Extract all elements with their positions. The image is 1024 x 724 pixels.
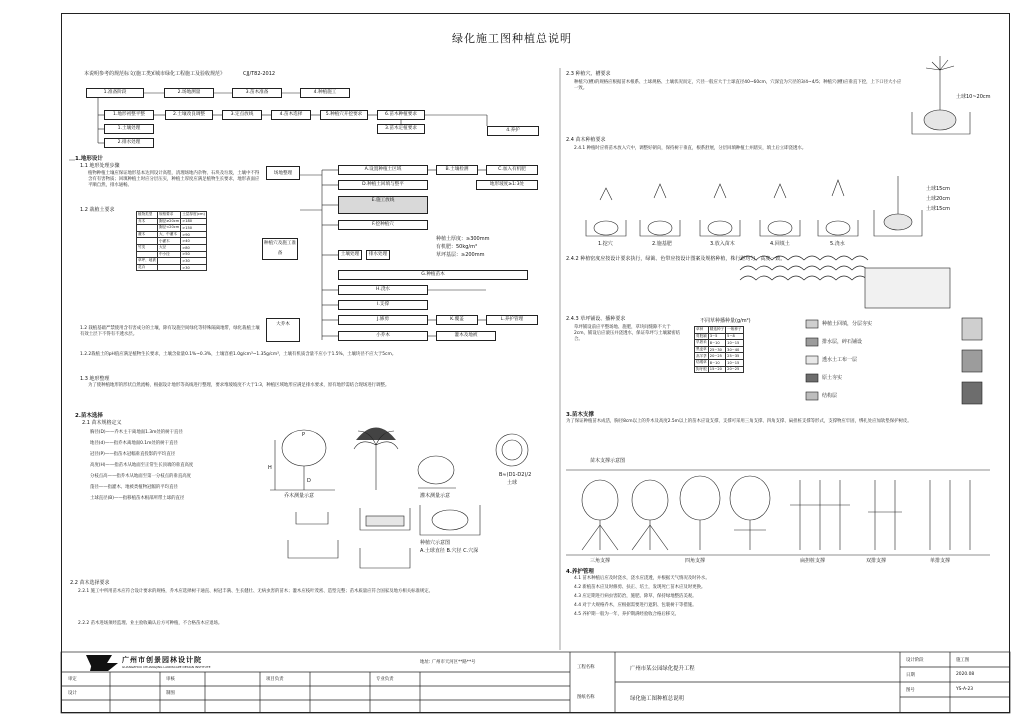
grass-table-title: 不同草种播种量(g/m²)	[700, 318, 751, 324]
stage-value: 施工图	[956, 658, 970, 663]
diag-ball-label: 土球	[507, 480, 518, 486]
project-label: 工程名称	[577, 665, 595, 670]
project-name: 广州市某公园绿化提升工程	[630, 666, 695, 672]
grass-cell: 10~15	[726, 340, 743, 347]
soil-cell: >50	[181, 251, 207, 258]
def-base-diameter: 地径(d)——指乔木离地面0.1m处的树干直径	[90, 441, 178, 446]
mid-flow-start: 场地整理	[266, 166, 300, 180]
section-2-2-2: 2.2.2 苗木进场须经监理、业主验收确认后方可种植，不合格苗木应退场。	[78, 621, 223, 626]
soil-cell: 竹类	[137, 244, 158, 251]
section-4-title: 4.养护管理	[566, 569, 594, 575]
company-name-en: GUANGZHOU CHUANGJING LANDSCAPE DESIGN INSTITUTE	[122, 665, 211, 669]
drawing-name: 绿化施工图种植总说明	[630, 696, 684, 702]
care-5: 4.5 养护期一般为一年，养护期满经验收合格后移交。	[574, 612, 679, 617]
soil-cell: >180	[181, 218, 207, 225]
reference-book: 《城市绿化工程施工及验收规范》	[150, 71, 226, 77]
section-1-1: 1.1 地形处理步骤	[80, 163, 120, 169]
grass-cell: 精选种子	[709, 327, 725, 332]
company-address: 地址: 广州市天河区**路**号	[420, 660, 476, 665]
mid-spec-c: 草坪基层：≥200mm	[436, 252, 485, 258]
mid-node-k: K.覆盖	[436, 315, 478, 325]
soil-header-depth: 土层厚度(cm)	[182, 212, 205, 217]
diag-h: H	[268, 465, 272, 471]
section-2-4: 2.4 苗木种植要求	[566, 137, 606, 143]
grass-cell: 高羊茅	[696, 353, 707, 358]
grass-cell: 10~15	[726, 359, 743, 366]
soil-cell: >40	[181, 238, 207, 245]
reference-lead: 本说明参考的规范标文(施工类):	[84, 71, 155, 77]
flow-stage-3: 3.苗木准备	[232, 88, 282, 98]
grass-cell: 早熟禾	[696, 340, 707, 345]
number-label: 图号	[906, 688, 915, 693]
mid-note-drain: 排水处理	[366, 250, 390, 260]
role-3: 项目负责	[266, 677, 284, 682]
grass-cell: 剪股颖	[696, 333, 707, 338]
section-2-2-1: 2.2.1 施工中所用苗木应符合设计要求的规格，乔木应选择树干通直、树冠丰满、生长健壮、无病虫害的苗木；灌木应枝叶茂密、造型完整；苗木质量应符合国家及地方相关标准规定。	[78, 589, 434, 594]
mid-branch-3: 灌木及地被	[436, 331, 496, 341]
diag-p: P	[302, 432, 306, 438]
diag-shrub-measure: 灌木测量示意	[420, 493, 451, 499]
soil-header-type: 植物类型	[137, 212, 158, 219]
step-2: 2.施基肥	[652, 241, 672, 247]
mid-node-g: G.种植苗木	[338, 270, 528, 280]
mid-spec-b: 有机肥：50kg/m³	[436, 244, 477, 250]
soil-cell: >90	[181, 231, 207, 238]
grass-cell: 25~30	[708, 346, 725, 353]
mid-node-i: I.支撑	[338, 300, 428, 310]
flow-step-1: 1.地形初整平整	[104, 110, 154, 120]
grass-cell: 8~10	[708, 359, 725, 366]
section-2-1: 2.1 苗木规格定义	[82, 420, 122, 426]
mid-node-f: F.挖种植穴	[338, 220, 428, 230]
mid-node-d: D.种植土回填与整平	[338, 180, 428, 190]
legend-2: 排水层，碎石铺设	[822, 339, 863, 345]
legend-5: 结构层	[822, 393, 838, 399]
section-1-2b: 1.2.2栽植土的pH值应满足植物生长要求，土壤含盐量0.1%~0.3%，土壤容重1.0g/cm³~1.35g/cm³，土壤有机质含量不应小于1.5%，土壤块径不应大于5cm。	[80, 352, 397, 357]
care-4: 4.4 对于大规格乔木，应根据需要进行遮阴、包裹树干等措施。	[574, 603, 697, 608]
section-2-4-3-text: 草坪铺设前应平整场地、施肥，草块间缝隙不大于2cm，铺设后应滚压并浇透水，保证草坪与土壤紧密结合。	[574, 325, 681, 343]
flow-sub-4: 4.养护	[487, 126, 539, 136]
section-1-title: 1.地形设计	[75, 156, 103, 162]
section-2-3-text: 种植穴(槽)的规格应根据苗木根系、土球规格、土壤状况而定，穴径一般应大于土球直径40~60cm，穴深宜为穴径的3/4~4/5；种植穴(槽)应垂直下挖，上下口径大小应一致。	[574, 80, 902, 92]
support-type-3: 扁担桩支撑	[800, 558, 826, 564]
support-type-1: 三角支撑	[590, 558, 611, 564]
company-name: 广州市创景园林设计院	[122, 656, 202, 664]
number-value: YS-A-23	[956, 687, 974, 692]
mid-node-c: C.加入有机肥	[486, 165, 538, 175]
grass-cell: 20~25	[708, 353, 725, 360]
stage-label: 设计阶段	[906, 658, 924, 663]
grass-cell: 3~5	[708, 333, 725, 340]
grass-cell: 30~40	[726, 346, 743, 353]
step-3: 3.放入苗木	[710, 241, 735, 247]
dim-label-2: 土球15cm	[926, 186, 950, 192]
section-1-3-text: 为了使种植地形的形状自然流畅，根据设计地形等高线进行整理，要求堆坡坡度不大于1:3，种植区域地形应满足排水要求，原有地形需结合现场进行调整。	[88, 383, 390, 388]
flow-sub-3: 3.苗木定植要求	[377, 124, 425, 134]
mid-flow-step1: 种植穴及施工准备	[262, 238, 298, 260]
care-2: 4.2 新植苗木应及时修剪、扶正、培土，发现死亡苗木应及时更换。	[574, 585, 706, 590]
step-4: 4.回填土	[770, 241, 790, 247]
mid-node-j: J.修剪	[338, 315, 428, 325]
section-1-2a: 1.2 栽植基础严禁使用含有害成分的土壤，除有设施空间绿化等特殊隔离地带，绿化栽植土壤有效土层下不得有不透水层。	[80, 326, 260, 338]
section-1-3: 1.3 地形整理	[80, 376, 110, 382]
mid-spec-a: 种植土厚度：≥300mm	[436, 236, 490, 242]
grass-cell: 15~20	[708, 366, 725, 373]
section-2-2: 2.2 苗木选择要求	[70, 580, 110, 586]
def-rootball: 土球直径(B)——指移植苗木根部所带土球的直径	[90, 496, 185, 501]
section-3-text: 为了保证种植苗木成活，胸径8cm以上的乔木及高度2.5m以上的苗木应设支撑，支撑可采用三角支撑、四角支撑、扁担桩支撑等形式，支撑物应牢固，绑扎处应加软垫保护树皮。	[566, 419, 912, 424]
diag-pit-title: 种植穴示意图	[420, 540, 451, 546]
grass-cell: 25~35	[726, 353, 743, 360]
diag-tree-measure: 乔木测量示意	[284, 493, 315, 499]
mid-node-e: E.施工放线	[338, 196, 428, 214]
role-5: 设计	[68, 691, 77, 696]
role-6: 制图	[166, 691, 175, 696]
dim-label-4: 土球15cm	[926, 206, 950, 212]
grass-cell: 一般种子	[727, 327, 742, 332]
support-title: 苗木支撑示意图	[590, 458, 626, 464]
dim-label-1: 土球10~20cm	[956, 94, 991, 100]
soil-cell: >30	[181, 264, 207, 271]
soil-cell: 大、中灌木	[157, 231, 180, 238]
role-2: 审核	[166, 677, 175, 682]
flow-sub-1: 1.土壤处理	[104, 124, 154, 134]
def-dbh: 胸径(D)——乔木主干离地面1.3m处的树干直径	[90, 430, 183, 435]
mid-node-b: B.土壤检测	[436, 165, 478, 175]
grass-cell: 狗牙根	[696, 366, 707, 371]
support-type-2: 四角支撑	[685, 558, 706, 564]
grass-cell: 草种	[695, 327, 709, 334]
section-2-4-2-label: 2.4.2 种植密度应按设计要求执行，绿篱、色带应按设计图案及规格种植，株行距均匀，高度一致。	[566, 256, 786, 262]
section-2-title: 2.苗木选择	[75, 413, 103, 419]
care-1: 4.1 苗木种植后应及时浇水，浇水应浇透，并根据天气情况及时补水。	[574, 576, 710, 581]
diag-ball-formula: B≈(D1-D2)/2	[499, 472, 532, 478]
flow-step-6: 6.苗木种植要求	[377, 110, 425, 120]
section-1-1-text: 植物种植土壤应保证地形基本达到设计高程，清理场地内杂物、石块及垃圾，土壤中不得含有有害物质；回填种植土时应分层压实，种植土厚度应满足植物生长要求，地形表面应平顺自然，排水通畅。	[88, 171, 260, 189]
soil-header-spec: 规格要求	[157, 212, 180, 219]
mid-flow-branch: 大乔木	[266, 318, 300, 342]
flow-step-4: 4.苗木选择	[271, 110, 311, 120]
grass-cell: 8~10	[708, 340, 725, 347]
grass-cell: 结缕草	[696, 360, 707, 365]
def-crown: 冠径(P)——指苗木冠幅垂直投影的平均直径	[90, 452, 176, 457]
grass-cell: 5~8	[726, 333, 743, 340]
care-3: 4.3 应定期进行病虫害防治，施肥、除草，保持绿地整洁美观。	[574, 594, 697, 599]
flow-step-3: 3.定点放线	[222, 110, 262, 120]
soil-cell: 胸径<20cm	[158, 225, 180, 230]
sheet-title: 绿化施工图种植总说明	[452, 32, 572, 45]
soil-cell: 小灌木	[157, 238, 180, 245]
diag-pit-note: A.土球直径 B.穴径 C.穴深	[420, 548, 479, 554]
flow-step-5: 5.种植穴开挖要求	[320, 110, 368, 120]
soil-cell: >150	[181, 225, 207, 232]
soil-cell: 灌木	[137, 231, 158, 238]
step-5: 5.浇水	[830, 241, 845, 247]
mid-note-soil: 土壤处理	[338, 250, 362, 260]
flow-step-2: 2.土壤改良调整	[165, 110, 213, 120]
support-type-4: 双排支撑	[866, 558, 887, 564]
soil-cell: 大径	[157, 244, 180, 251]
reference-code: CJJ/T82-2012	[243, 71, 276, 77]
mid-node-l: L.养护管理	[486, 315, 538, 325]
legend-3: 透水土工布一层	[822, 357, 858, 363]
soil-cell: 乔木	[137, 218, 158, 225]
soil-cell: 花卉	[137, 264, 158, 271]
diag-d: D	[307, 478, 311, 484]
support-type-5: 单排支撑	[930, 558, 951, 564]
mid-branch-2: 小乔木	[338, 331, 428, 341]
section-2-4-1: 2.4.1 种植时应将苗木放入穴中，调整好朝向，保持树干垂直，根系舒展，分层回填种植土并踏实，填土后立即浇透水。	[574, 146, 807, 151]
date-value: 2020.08	[956, 672, 975, 677]
def-height: 高度(H)——指苗木从地面至正常生长顶端的垂直高度	[90, 463, 194, 468]
role-4: 专业负责	[376, 677, 394, 682]
flow-sub-2: 2.排水处理	[104, 138, 154, 148]
flow-stage-2: 2.场地测量	[164, 88, 214, 98]
legend-4: 原土夯实	[822, 375, 843, 381]
section-3-title: 3.苗木支撑	[566, 412, 594, 418]
def-spread: 蓬径——指灌木、地被类植物冠幅的平均直径	[90, 485, 178, 490]
section-2-4-3: 2.4.3 草坪铺设、播种要求	[566, 316, 626, 322]
flow-stage-1: 1.准备阶段	[86, 88, 144, 98]
soil-cell: 胸径≥20cm	[158, 218, 180, 223]
section-2-3: 2.3 种植穴、槽要求	[566, 71, 611, 77]
soil-cell: 草坪、地被	[138, 258, 156, 263]
date-label: 日期	[906, 673, 915, 678]
grass-cell: 黑麦草	[696, 347, 707, 352]
soil-cell: 中小径	[157, 251, 180, 258]
legend-1: 种植土回填，分层夯实	[822, 321, 873, 327]
role-1: 审定	[68, 677, 77, 682]
flow-stage-4: 4.种植施工	[300, 88, 350, 98]
def-branch-height: 分枝点高——指乔木从地面至第一分枝点的垂直高度	[90, 474, 191, 479]
step-1: 1.挖穴	[598, 241, 613, 247]
dim-label-3: 土球20cm	[926, 196, 950, 202]
section-1-2: 1.2 栽植土要求	[80, 207, 115, 213]
mid-node-h: H.浇水	[338, 285, 428, 295]
mid-note-slope: 地形坡度≥1:3处	[476, 180, 538, 190]
drawing-label: 图纸名称	[577, 695, 595, 700]
soil-cell: >30	[181, 258, 207, 265]
mid-node-a: A.设置种植土区域	[338, 165, 428, 175]
soil-cell: >80	[181, 244, 207, 251]
grass-cell: 20~25	[726, 366, 743, 373]
